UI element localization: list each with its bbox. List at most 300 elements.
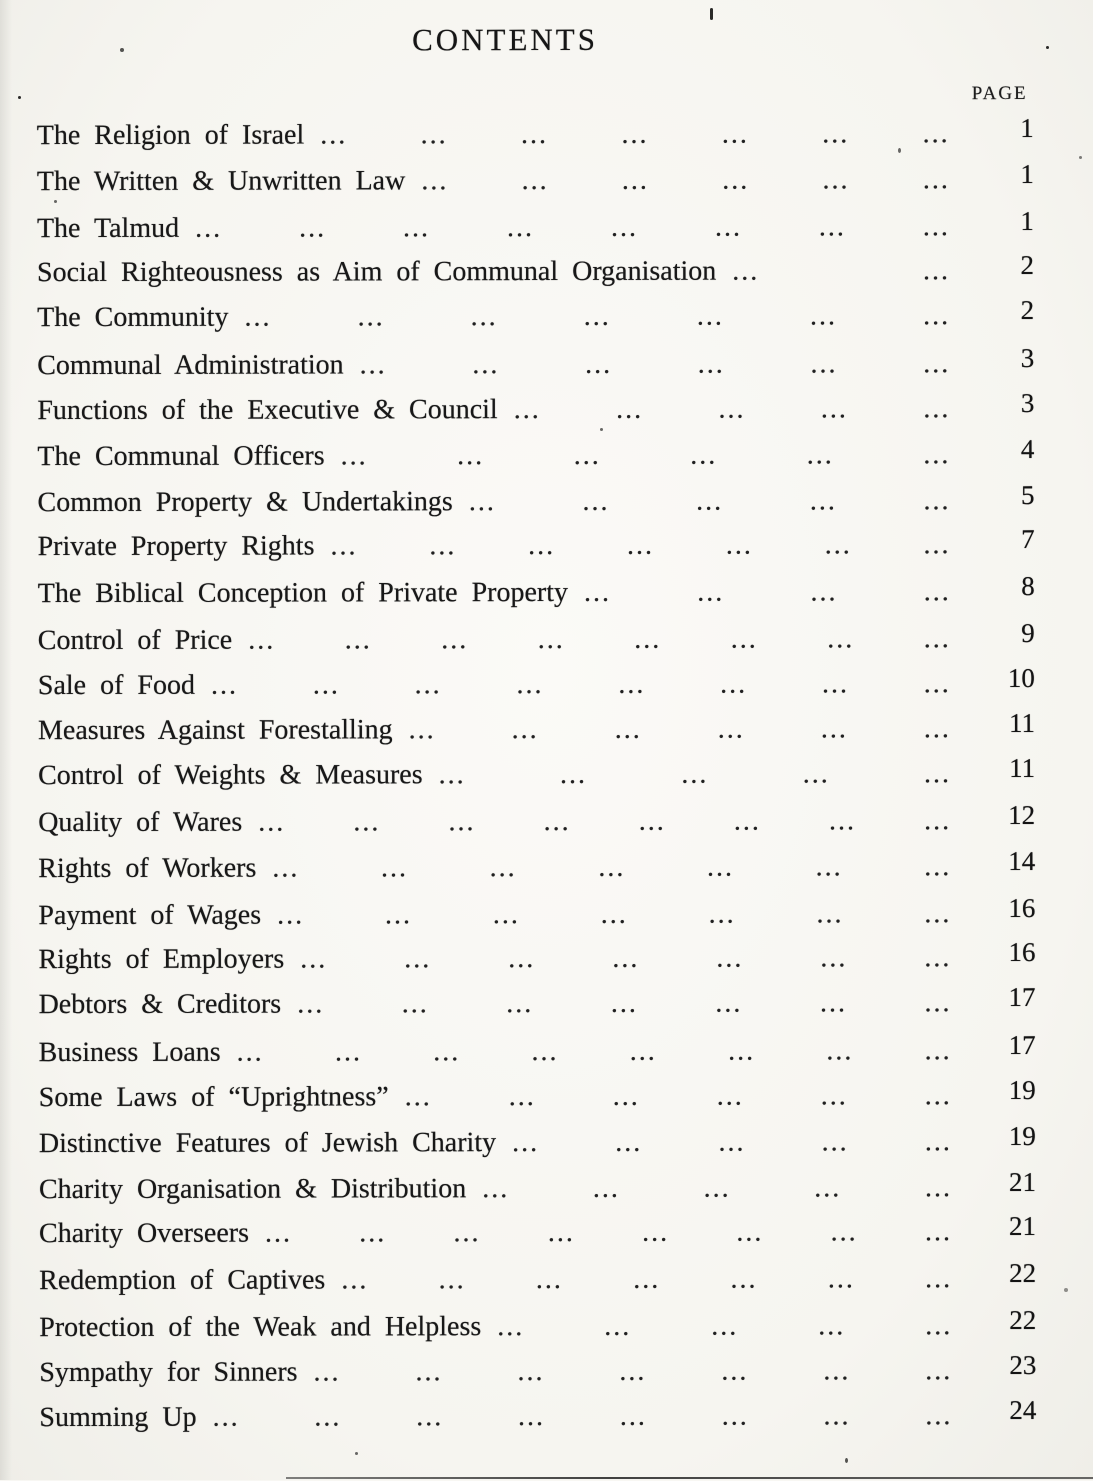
leader-dots: ... bbox=[404, 943, 432, 975]
leader-dots: ... bbox=[511, 714, 539, 746]
toc-entry-page: 19 bbox=[1008, 1120, 1036, 1151]
leader-dots: ... bbox=[923, 713, 951, 745]
toc-entry bbox=[37, 432, 1034, 480]
toc-entry-title: Payment of Wages bbox=[38, 899, 262, 931]
dot-leader bbox=[195, 661, 981, 708]
leader-dots: ... bbox=[401, 988, 429, 1020]
leader-dots: ... bbox=[827, 1263, 855, 1295]
toc-entry-title: Social Righteousness as Aim of Communal Organisation bbox=[36, 256, 717, 289]
leader-dots: ... bbox=[313, 1355, 341, 1388]
leader-dots: ... bbox=[438, 1264, 466, 1296]
toc-entry bbox=[38, 751, 1035, 799]
leader-dots: ... bbox=[822, 118, 850, 150]
toc-entry-title: Rights of Employers bbox=[38, 943, 285, 976]
dot-leader bbox=[284, 935, 981, 982]
leader-dots: ... bbox=[806, 438, 834, 471]
toc-entry-page: 16 bbox=[1008, 892, 1036, 923]
leader-dots: ... bbox=[468, 486, 496, 518]
toc-entry bbox=[39, 1393, 1036, 1441]
leader-dots: ... bbox=[706, 851, 734, 883]
page-column-header: PAGE bbox=[971, 82, 1028, 105]
toc-entry-page: 11 bbox=[1009, 753, 1036, 784]
toc-entry-page: 22 bbox=[1009, 1257, 1037, 1288]
toc-entry bbox=[38, 569, 1035, 617]
toc-entry bbox=[38, 661, 1035, 709]
toc-entry bbox=[38, 891, 1035, 939]
toc-entry-page: 8 bbox=[1021, 570, 1035, 601]
leader-dots: ... bbox=[925, 1309, 953, 1341]
leader-dots: ... bbox=[453, 1217, 481, 1249]
dot-leader bbox=[179, 204, 980, 251]
leader-dots: ... bbox=[314, 1401, 342, 1433]
toc-entry-title: Functions of the Executive & Council bbox=[37, 393, 498, 426]
toc-entry bbox=[38, 522, 1035, 570]
toc-entry-page: 2 bbox=[1020, 295, 1035, 326]
dot-leader bbox=[466, 1165, 982, 1212]
toc-entry-page: 2 bbox=[1020, 250, 1035, 281]
leader-dots: ... bbox=[299, 212, 327, 244]
toc-entry-page: 12 bbox=[1008, 799, 1036, 830]
toc-entry bbox=[39, 1119, 1036, 1167]
toc-entry-title: The Biblical Conception of Private Property bbox=[37, 576, 569, 610]
toc-entry bbox=[37, 478, 1034, 526]
toc-entry bbox=[39, 980, 1036, 1028]
leader-dots: ... bbox=[733, 805, 761, 837]
leader-dots: ... bbox=[810, 576, 838, 608]
toc-entry bbox=[39, 1165, 1036, 1213]
leader-dots: ... bbox=[722, 164, 750, 196]
leader-dots: ... bbox=[923, 348, 951, 380]
leader-dots: ... bbox=[828, 805, 857, 837]
leader-dots: ... bbox=[721, 1400, 749, 1432]
leader-dots: ... bbox=[823, 1354, 851, 1386]
dot-leader bbox=[261, 891, 981, 938]
toc-entry-title: The Religion of Israel bbox=[36, 119, 305, 152]
toc-entry-title: Control of Weights & Measures bbox=[38, 759, 423, 792]
dot-leader bbox=[314, 522, 980, 569]
leader-dots: ... bbox=[408, 714, 436, 746]
leader-dots: ... bbox=[690, 439, 718, 471]
leader-dots: ... bbox=[924, 1079, 952, 1111]
toc-entry-title: Common Property & Undertakings bbox=[37, 486, 453, 519]
leader-dots: ... bbox=[924, 897, 952, 929]
leader-dots: ... bbox=[820, 942, 848, 974]
leader-dots: ... bbox=[716, 1080, 744, 1112]
leader-dots: ... bbox=[732, 255, 760, 288]
leader-dots: ... bbox=[718, 393, 746, 425]
toc-entry-title: Sympathy for Sinners bbox=[39, 1356, 298, 1388]
leader-dots: ... bbox=[357, 301, 385, 333]
leader-dots: ... bbox=[559, 759, 587, 791]
toc-entry bbox=[37, 293, 1034, 341]
leader-dots: ... bbox=[728, 1035, 756, 1067]
leader-dots: ... bbox=[341, 1264, 369, 1296]
scan-speck bbox=[1079, 156, 1082, 159]
leader-dots: ... bbox=[506, 988, 534, 1020]
dot-leader bbox=[325, 1256, 982, 1303]
toc-entry-title: Business Loans bbox=[38, 1036, 221, 1069]
leader-dots: ... bbox=[508, 943, 536, 975]
leader-dots: ... bbox=[272, 852, 300, 884]
toc-entry-page: 21 bbox=[1008, 1167, 1036, 1198]
leader-dots: ... bbox=[616, 393, 644, 425]
toc-entry-page: 1 bbox=[1020, 112, 1034, 144]
leader-dots: ... bbox=[818, 1310, 846, 1342]
dot-leader bbox=[716, 248, 980, 294]
toc-entry-title: Quality of Wares bbox=[38, 806, 243, 839]
leader-dots: ... bbox=[520, 118, 549, 151]
toc-entry bbox=[37, 204, 1034, 252]
leader-dots: ... bbox=[810, 348, 838, 380]
leader-dots: ... bbox=[924, 850, 952, 882]
leader-dots: ... bbox=[300, 943, 328, 975]
leader-dots: ... bbox=[821, 667, 849, 699]
leader-dots: ... bbox=[344, 624, 372, 656]
dot-leader bbox=[344, 341, 981, 388]
leader-dots: ... bbox=[818, 210, 846, 243]
leader-dots: ... bbox=[414, 668, 442, 700]
leader-dots: ... bbox=[195, 212, 223, 244]
leader-dots: ... bbox=[415, 1355, 443, 1387]
leader-dots: ... bbox=[210, 669, 239, 701]
toc-entry-title: Some Laws of “Uprightness” bbox=[38, 1081, 389, 1113]
toc-entry-page: 21 bbox=[1008, 1211, 1037, 1242]
leader-dots: ... bbox=[353, 806, 381, 838]
leader-dots: ... bbox=[429, 530, 457, 562]
leader-dots: ... bbox=[320, 119, 348, 151]
leader-dots: ... bbox=[826, 1035, 854, 1067]
dot-leader bbox=[423, 751, 982, 798]
leader-dots: ... bbox=[621, 164, 649, 196]
toc-entry-page: 11 bbox=[1008, 708, 1035, 739]
leader-dots: ... bbox=[730, 1263, 758, 1295]
toc-entry bbox=[39, 1347, 1036, 1395]
toc-entry bbox=[37, 386, 1034, 434]
leader-dots: ... bbox=[721, 118, 749, 150]
leader-dots: ... bbox=[697, 348, 725, 380]
leader-dots: ... bbox=[244, 301, 272, 333]
leader-dots: ... bbox=[615, 1126, 643, 1158]
leader-dots: ... bbox=[604, 1310, 632, 1342]
scan-speck bbox=[1064, 1288, 1068, 1292]
leader-dots: ... bbox=[696, 300, 724, 332]
leader-dots: ... bbox=[730, 623, 758, 655]
leader-dots: ... bbox=[703, 1172, 731, 1205]
dot-leader bbox=[393, 706, 981, 753]
leader-dots: ... bbox=[924, 805, 952, 837]
leader-dots: ... bbox=[512, 1126, 540, 1158]
leader-dots: ... bbox=[922, 118, 950, 150]
leader-dots: ... bbox=[619, 1401, 647, 1433]
toc-entry bbox=[37, 157, 1034, 205]
leader-dots: ... bbox=[923, 392, 951, 424]
toc-entry-title: Sale of Food bbox=[37, 669, 196, 701]
leader-dots: ... bbox=[573, 439, 601, 471]
toc-entry bbox=[38, 706, 1035, 754]
leader-dots: ... bbox=[924, 1216, 952, 1248]
leader-dots: ... bbox=[497, 1310, 525, 1342]
toc-entry-page: 23 bbox=[1009, 1349, 1037, 1380]
leader-dots: ... bbox=[592, 1173, 620, 1205]
leader-dots: ... bbox=[297, 988, 325, 1020]
leader-dots: ... bbox=[721, 1355, 749, 1387]
dot-leader bbox=[281, 980, 981, 1027]
leader-dots: ... bbox=[697, 576, 725, 608]
leader-dots: ... bbox=[610, 987, 638, 1020]
toc-entry-title: Debtors & Creditors bbox=[38, 988, 282, 1021]
leader-dots: ... bbox=[482, 1173, 510, 1205]
toc-entry-title: Charity Overseers bbox=[39, 1217, 250, 1250]
leader-dots: ... bbox=[506, 211, 535, 243]
toc-entry bbox=[39, 1073, 1036, 1121]
toc-entry-title: The Community bbox=[37, 301, 229, 334]
leader-dots: ... bbox=[583, 301, 611, 333]
leader-dots: ... bbox=[277, 899, 305, 931]
dot-leader bbox=[325, 432, 981, 479]
dot-leader bbox=[453, 478, 981, 525]
leader-dots: ... bbox=[457, 439, 485, 471]
page-title: CONTENTS bbox=[412, 21, 599, 58]
leader-dots: ... bbox=[531, 1035, 559, 1067]
leader-dots: ... bbox=[384, 898, 413, 930]
leader-dots: ... bbox=[312, 668, 340, 701]
leader-dots: ... bbox=[820, 713, 848, 745]
scan-speck bbox=[600, 428, 603, 431]
leader-dots: ... bbox=[610, 211, 639, 243]
leader-dots: ... bbox=[720, 668, 748, 700]
leader-dots: ... bbox=[809, 485, 837, 517]
dot-leader bbox=[496, 1119, 982, 1166]
leader-dots: ... bbox=[634, 623, 662, 655]
toc-entry-page: 19 bbox=[1008, 1074, 1036, 1105]
toc-entry-page: 3 bbox=[1020, 342, 1035, 373]
leader-dots: ... bbox=[923, 438, 951, 470]
leader-dots: ... bbox=[924, 758, 952, 790]
leader-dots: ... bbox=[612, 943, 640, 975]
leader-dots: ... bbox=[359, 349, 387, 381]
leader-dots: ... bbox=[448, 806, 476, 838]
scan-speck bbox=[120, 48, 124, 52]
leader-dots: ... bbox=[585, 348, 613, 380]
dot-leader bbox=[304, 111, 980, 158]
dot-leader bbox=[568, 569, 981, 616]
dot-leader bbox=[389, 1073, 982, 1120]
toc-entry bbox=[38, 798, 1035, 846]
leader-dots: ... bbox=[248, 624, 276, 656]
leader-dots: ... bbox=[492, 898, 520, 930]
leader-dots: ... bbox=[441, 623, 469, 655]
toc-entry-page: 1 bbox=[1020, 158, 1034, 189]
toc-entry-page: 9 bbox=[1021, 617, 1035, 648]
leader-dots: ... bbox=[598, 851, 626, 883]
toc-entry bbox=[39, 1209, 1036, 1257]
leader-dots: ... bbox=[416, 1401, 444, 1433]
leader-dots: ... bbox=[924, 942, 952, 974]
leader-dots: ... bbox=[543, 805, 571, 837]
toc-entry-title: Protection of the Weak and Helpless bbox=[39, 1310, 482, 1343]
leader-dots: ... bbox=[830, 1216, 858, 1248]
leader-dots: ... bbox=[420, 119, 448, 151]
toc-entry-title: Private Property Rights bbox=[37, 530, 315, 563]
leader-dots: ... bbox=[508, 1080, 536, 1112]
leader-dots: ... bbox=[822, 164, 850, 196]
toc-entry-page: 7 bbox=[1021, 524, 1035, 555]
leader-dots: ... bbox=[718, 1126, 746, 1158]
toc-entry-page: 22 bbox=[1009, 1304, 1037, 1335]
leader-dots: ... bbox=[820, 1080, 848, 1112]
leader-dots: ... bbox=[600, 898, 628, 930]
leader-dots: ... bbox=[264, 1217, 293, 1249]
toc-entry bbox=[39, 1303, 1036, 1351]
leader-dots: ... bbox=[924, 1125, 952, 1157]
scan-speck bbox=[845, 1458, 848, 1463]
toc-entry bbox=[37, 341, 1034, 389]
leader-dots: ... bbox=[359, 1217, 387, 1249]
leader-dots: ... bbox=[547, 1217, 575, 1249]
leader-dots: ... bbox=[642, 1216, 670, 1248]
leader-dots: ... bbox=[711, 1310, 739, 1342]
toc-entry bbox=[39, 1256, 1036, 1304]
toc-entry-title: The Communal Officers bbox=[37, 440, 325, 472]
leader-dots: ... bbox=[922, 163, 950, 196]
leader-dots: ... bbox=[925, 1263, 953, 1295]
leader-dots: ... bbox=[404, 1080, 432, 1113]
dot-leader bbox=[197, 1393, 983, 1440]
leader-dots: ... bbox=[681, 758, 709, 790]
toc-entry-title: The Talmud bbox=[36, 212, 180, 244]
leader-dots: ... bbox=[923, 622, 951, 654]
leader-dots: ... bbox=[518, 1401, 546, 1433]
toc-entry bbox=[37, 248, 1034, 296]
leader-dots: ... bbox=[925, 1400, 953, 1432]
dot-leader bbox=[297, 1348, 982, 1395]
leader-dots: ... bbox=[433, 1036, 461, 1068]
toc-entry-page: 16 bbox=[1008, 937, 1036, 968]
leader-dots: ... bbox=[715, 987, 743, 1019]
toc-entry-page: 4 bbox=[1020, 433, 1035, 464]
toc-entry-page: 14 bbox=[1008, 845, 1036, 876]
dot-leader bbox=[232, 616, 981, 663]
leader-dots: ... bbox=[638, 805, 666, 837]
dot-leader bbox=[249, 1209, 982, 1256]
leader-dots: ... bbox=[470, 301, 498, 333]
scan-speck bbox=[355, 1452, 358, 1455]
leader-dots: ... bbox=[923, 529, 951, 561]
leader-dots: ... bbox=[521, 164, 549, 196]
leader-dots: ... bbox=[923, 300, 951, 332]
toc-entry bbox=[38, 844, 1035, 892]
scan-bottom-edge bbox=[286, 1477, 1093, 1479]
toc-entry-title: The Written & Unwritten Law bbox=[36, 165, 406, 197]
toc-entry-title: Redemption of Captives bbox=[39, 1264, 326, 1296]
leader-dots: ... bbox=[923, 576, 951, 608]
leader-dots: ... bbox=[334, 1036, 362, 1068]
leader-dots: ... bbox=[612, 1080, 640, 1112]
leader-dots: ... bbox=[924, 987, 952, 1019]
scan-speck bbox=[18, 96, 21, 99]
toc-entry-title: Control of Price bbox=[37, 624, 233, 656]
table-of-contents bbox=[37, 111, 1037, 1441]
leader-dots: ... bbox=[824, 529, 852, 561]
toc-entry-page: 17 bbox=[1008, 1029, 1036, 1060]
leader-dots: ... bbox=[614, 714, 642, 746]
toc-entry bbox=[37, 111, 1034, 159]
leader-dots: ... bbox=[814, 1172, 842, 1204]
toc-entry-title: Distinctive Features of Jewish Charity bbox=[38, 1126, 497, 1159]
leader-dots: ... bbox=[582, 486, 610, 518]
leader-dots: ... bbox=[236, 1036, 264, 1068]
leader-dots: ... bbox=[584, 576, 612, 608]
leader-dots: ... bbox=[489, 851, 517, 883]
leader-dots: ... bbox=[621, 118, 649, 150]
leader-dots: ... bbox=[626, 529, 655, 562]
dot-leader bbox=[228, 293, 980, 340]
scan-speck bbox=[54, 200, 57, 203]
scan-speck bbox=[710, 8, 713, 20]
leader-dots: ... bbox=[823, 1400, 851, 1432]
leader-dots: ... bbox=[535, 1263, 563, 1295]
leader-dots: ... bbox=[725, 529, 753, 561]
dot-leader bbox=[405, 157, 980, 204]
leader-dots: ... bbox=[633, 1263, 661, 1295]
leader-dots: ... bbox=[472, 349, 500, 381]
leader-dots: ... bbox=[819, 987, 847, 1019]
dot-leader bbox=[242, 798, 981, 845]
leader-dots: ... bbox=[923, 485, 951, 517]
leader-dots: ... bbox=[922, 210, 950, 242]
leader-dots: ... bbox=[922, 255, 951, 287]
dot-leader bbox=[498, 386, 981, 433]
dot-leader bbox=[481, 1303, 982, 1350]
toc-entry-page: 5 bbox=[1020, 480, 1035, 511]
leader-dots: ... bbox=[714, 211, 742, 243]
toc-entry-page: 3 bbox=[1020, 387, 1035, 418]
toc-entry-page: 10 bbox=[1007, 662, 1035, 693]
dot-leader bbox=[221, 1028, 982, 1075]
toc-entry-page: 24 bbox=[1009, 1395, 1037, 1426]
leader-dots: ... bbox=[513, 393, 541, 425]
leader-dots: ... bbox=[802, 758, 830, 790]
toc-entry bbox=[38, 935, 1035, 983]
leader-dots: ... bbox=[629, 1035, 657, 1067]
leader-dots: ... bbox=[925, 1354, 953, 1386]
leader-dots: ... bbox=[716, 942, 744, 974]
leader-dots: ... bbox=[258, 806, 286, 838]
toc-entry-title: Summing Up bbox=[39, 1402, 197, 1434]
toc-entry-title: Communal Administration bbox=[37, 349, 344, 382]
leader-dots: ... bbox=[537, 623, 565, 655]
leader-dots: ... bbox=[809, 300, 838, 332]
toc-entry-page: 1 bbox=[1020, 205, 1034, 236]
toc-entry-title: Rights of Workers bbox=[38, 852, 257, 884]
leader-dots: ... bbox=[820, 393, 848, 425]
leader-dots: ... bbox=[717, 713, 745, 746]
leader-dots: ... bbox=[924, 1035, 952, 1067]
leader-dots: ... bbox=[827, 623, 855, 655]
leader-dots: ... bbox=[330, 530, 358, 562]
leader-dots: ... bbox=[528, 530, 556, 562]
scan-speck bbox=[898, 148, 901, 153]
scan-speck bbox=[1046, 46, 1049, 49]
leader-dots: ... bbox=[618, 668, 646, 700]
dot-leader bbox=[256, 844, 981, 891]
leader-dots: ... bbox=[821, 1125, 849, 1157]
leader-dots: ... bbox=[421, 165, 449, 197]
toc-entry bbox=[38, 616, 1035, 664]
leader-dots: ... bbox=[708, 898, 736, 930]
toc-entry-title: Measures Against Forestalling bbox=[37, 714, 393, 747]
leader-dots: ... bbox=[924, 1172, 952, 1204]
